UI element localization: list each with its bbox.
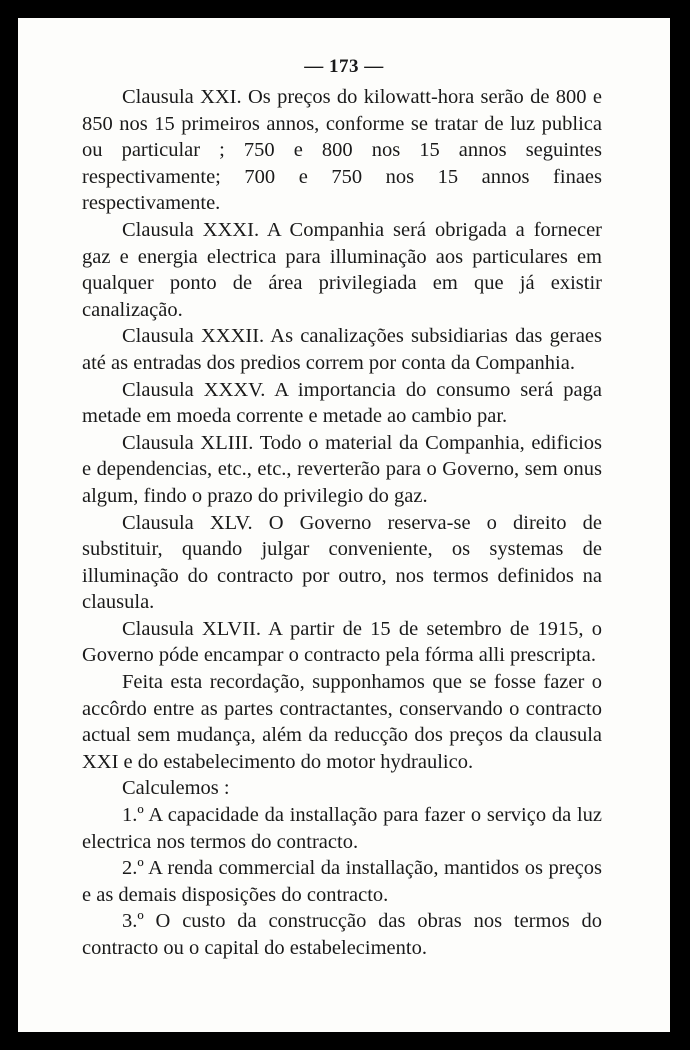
body-text — [82, 84, 602, 962]
list-item-1: 1.º A capacidade da installação para fazer o serviço da luz electrica nos termos do contracto. — [82, 804, 602, 853]
document-page — [18, 18, 670, 1032]
list-item-3: 3.º O custo da construcção das obras nos termos do contracto ou o capital do estabelecimento. — [82, 910, 602, 959]
paragraph-clausula-xxxi: Clausula XXXI. A Companhia será obrigada a fornecer gaz e energia electrica para illuminação aos particulares em qualquer ponto de área privilegiada em que já existir canalização. — [82, 218, 602, 321]
paragraph-clausula-xlv: Clausula XLV. O Governo reserva-se o direito de substituir, quando julgar conveniente, os systemas de illuminação do contracto por outro, nos termos definidos na clausula. — [82, 511, 602, 614]
paragraph-calculemos: Calculemos : — [122, 777, 230, 800]
paragraph-clausula-xxxv: Clausula XXXV. A importancia do consumo será paga metade em moeda corrente e metade ao cambio par. — [82, 378, 602, 428]
paragraph-clausula-xliii: Clausula XLIII. Todo o material da Companhia, edificios e dependencias, etc., etc., reverterão para o Governo, sem onus algum, findo o prazo do privilegio do gaz. — [82, 431, 602, 507]
paragraph-clausula-xxxii: Clausula XXXII. As canalizações subsidiarias das geraes até as entradas dos predios correm por conta da Companhia. — [82, 325, 602, 374]
paragraph-recordacao: Feita esta recordação, supponhamos que se fosse fazer o accôrdo entre as partes contractantes, conservando o contracto actual sem mudança, além da reducção dos preços da clausula XXI e do estabelecimento do motor hydraulico. — [82, 671, 602, 773]
paragraph-clausula-xlvii: Clausula XLVII. A partir de 15 de setembro de 1915, o Governo póde encampar o contracto pela fórma alli prescripta. — [82, 617, 602, 667]
page-number: — 173 — — [304, 56, 384, 77]
paragraph-clausula-xxi: Clausula XXI. Os preços do kilowatt-hora serão de 800 e 850 nos 15 primeiros annos, conforme se tratar de luz publica ou particular ; 750 e 800 nos 15 annos seguintes respectivamente; 700 e 750 nos 15 annos finaes respectivamente. — [82, 86, 602, 215]
list-item-2: 2.º A renda commercial da installação, mantidos os preços e as demais disposições do contracto. — [82, 857, 602, 906]
